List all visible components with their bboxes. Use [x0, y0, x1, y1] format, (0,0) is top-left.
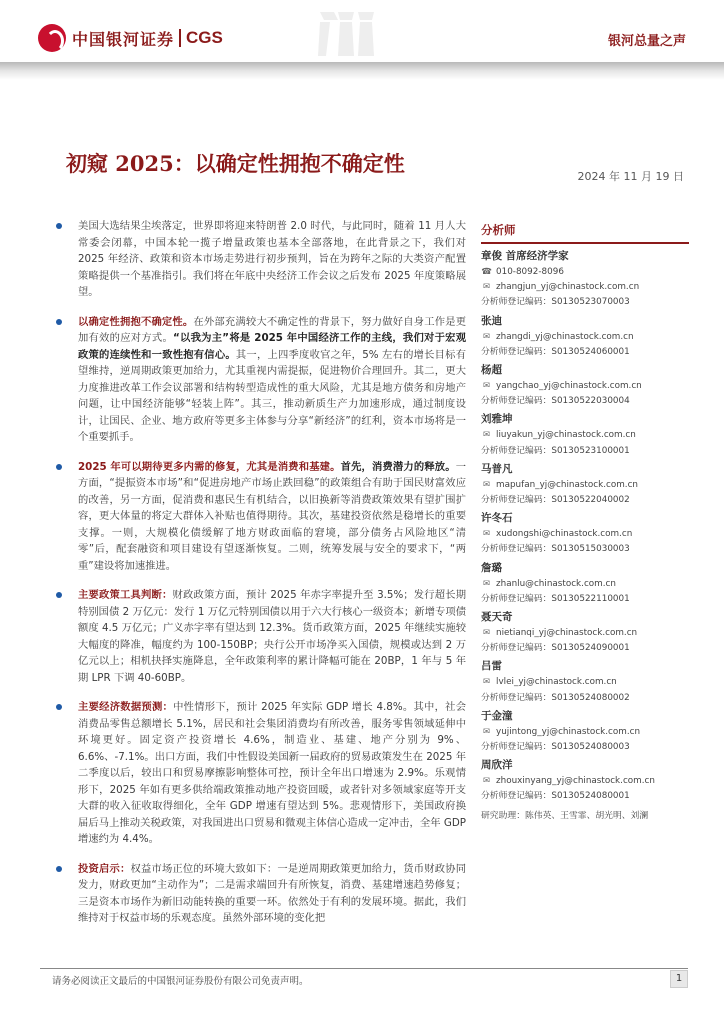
page-header — [0, 0, 724, 80]
logo-chinese-text: 中国银河证券 — [72, 29, 175, 49]
paragraph-text: 财政政策方面，预计 2025 年赤字率提升至 3.5%；发行超长期特别国债 2 万亿元：发行 1 万亿元特别国债以用于六大行核心一级资本；新增专项债额度 4.5 万亿元；广义赤字率有望达到 12.3%。货币政策方面，2025 年继续实施较大幅度的降准，幅度约为 100-150BP；央行公开市场净买入国债，规模或达到 2 万亿元以上；相机抉择实施降息，全年政策利率的累计降幅可能在 20BP，1 年与 5 年期 LPR 下调 40-60BP。 — [78, 589, 467, 684]
analyst-cert: 分析师登记编码：S0130522030004 — [481, 396, 630, 407]
analyst-card — [481, 708, 689, 755]
paragraph-policy-tools — [54, 587, 466, 686]
mail-icon: ✉ — [482, 282, 491, 293]
analyst-name: 张迪 — [481, 314, 502, 327]
footer-disclaimer: 请务必阅读正文最后的中国银河证券股份有限公司免责声明。 — [52, 976, 309, 987]
analyst-email[interactable]: ✉ yujintong_yj@chinastock.com.cn — [481, 725, 689, 740]
analyst-name: 聂天奇 — [481, 611, 513, 624]
analyst-cert: 分析师登记编码：S0130523070003 — [481, 297, 630, 308]
bullet-icon — [56, 866, 62, 872]
report-date: 2024 年 11 月 19 日 — [577, 170, 684, 183]
analyst-card — [481, 609, 689, 656]
paragraph-certainty — [54, 314, 466, 446]
analyst-name: 吕雷 — [481, 660, 502, 673]
analyst-card — [481, 658, 689, 705]
analyst-cert: 分析师登记编码：S0130524080002 — [481, 692, 630, 703]
paragraph-forecast — [54, 699, 466, 848]
logo-english-text: CGS — [186, 28, 223, 47]
brand-logo — [38, 24, 223, 52]
analyst-name: 刘雅坤 — [481, 413, 513, 426]
mail-icon: ✉ — [482, 726, 491, 737]
bullet-icon — [56, 704, 62, 710]
bullet-icon — [56, 464, 62, 470]
galaxy-logo-icon — [38, 24, 66, 52]
report-series-label: 银河总量之声 — [607, 34, 686, 49]
analyst-cert: 分析师登记编码：S0130524080003 — [481, 742, 630, 753]
analyst-name: 马普凡 — [481, 462, 513, 475]
paragraph-lead: 投资启示： — [78, 862, 131, 875]
paragraph-lead: 2025 年可以期待更多内需的修复，尤其是消费和基建。 — [78, 460, 341, 473]
cgs-watermark-icon — [316, 8, 376, 60]
mail-icon: ✉ — [482, 479, 491, 490]
analyst-cert: 分析师登记编码：S0130515030003 — [481, 544, 630, 555]
analyst-card — [481, 560, 689, 607]
mail-icon: ✉ — [482, 430, 491, 441]
analyst-cert: 分析师登记编码：S0130523100001 — [481, 445, 630, 456]
analyst-email[interactable]: ✉ zhanlu@chinastock.com.cn — [481, 577, 689, 592]
paragraph-strong: “以我为主”将是 2025 年中国经济工作的主线，我们对于宏观政策的连续性和一致性抱有信心。 — [78, 332, 466, 361]
mail-icon: ✉ — [482, 331, 491, 342]
mail-icon: ✉ — [482, 677, 491, 688]
paragraph-lead: 主要政策工具判断： — [78, 589, 173, 601]
analyst-name: 詹璐 — [481, 561, 502, 574]
analyst-name: 周欣洋 — [481, 759, 513, 772]
analyst-email[interactable]: ✉ zhangjun_yj@chinastock.com.cn — [481, 280, 689, 295]
analyst-email[interactable]: ✉ yangchao_yj@chinastock.com.cn — [481, 379, 689, 394]
analyst-card — [481, 313, 689, 360]
paragraph-lead: 主要经济数据预测： — [78, 701, 174, 713]
analyst-name: 于金潼 — [481, 709, 513, 722]
phone-icon: ☎ — [481, 267, 492, 277]
paragraph-domestic-demand — [54, 459, 466, 575]
bullet-icon — [56, 592, 62, 598]
analyst-cert: 分析师登记编码：S0130524080001 — [481, 791, 630, 802]
analyst-email[interactable]: ✉ zhouxinyang_yj@chinastock.com.cn — [481, 774, 689, 789]
paragraph-text: 美国大选结果尘埃落定，世界即将迎来特朗普 2.0 时代，与此同时，随着 11 月人大常委会闭幕，中国本轮一揽子增量政策也基本全部落地，在此背景之下，我们对 2025 年经济、政策和资本市场走势进行初步预判，旨在为跨年之际的大类资产配置策略提供一个基准指引。我们将在年底中央经济工作会议之后发布 2025 年度策略展望。 — [78, 220, 466, 298]
paragraph-text: 在外部充满较大不确定性的背景下，努力做好自身工作是更加有效的应对方式。 — [78, 315, 467, 344]
analyst-card — [481, 411, 689, 458]
analyst-name: 许冬石 — [481, 512, 513, 525]
analyst-card — [481, 757, 689, 804]
logo-divider — [179, 29, 181, 47]
mail-icon: ✉ — [482, 578, 491, 589]
analyst-email[interactable]: ✉ zhangdi_yj@chinastock.com.cn — [481, 330, 689, 345]
analyst-cert: 分析师登记编码：S0130524090001 — [481, 643, 630, 654]
paragraph-intro — [54, 218, 466, 301]
analyst-card — [481, 248, 689, 311]
analyst-heading: 分析师 — [481, 222, 689, 244]
mail-icon: ✉ — [482, 776, 491, 787]
analyst-cert: 分析师登记编码：S0130522040002 — [481, 495, 630, 506]
bullet-icon — [56, 319, 62, 325]
report-body — [54, 218, 466, 940]
analyst-card — [481, 510, 689, 557]
bullet-icon — [56, 223, 62, 229]
mail-icon: ✉ — [482, 529, 491, 540]
mail-icon: ✉ — [482, 628, 491, 639]
header-divider — [0, 62, 724, 80]
analyst-card — [481, 461, 689, 508]
research-assistants: 研究助理：陈伟英、王雪霏、胡光明、刘澜 — [481, 810, 649, 821]
report-title: 初窥 2025：以确定性拥抱不确定性 — [66, 151, 405, 176]
paragraph-investment — [54, 861, 466, 927]
page-number: 1 — [670, 970, 688, 988]
analyst-cert: 分析师登记编码：S0130522110001 — [481, 593, 630, 604]
analyst-email[interactable]: ✉ lvlei_yj@chinastock.com.cn — [481, 675, 689, 690]
paragraph-text: 一方面，“提振资本市场”和“促进房地产市场止跌回稳”的政策组合有助于国民财富效应的改善，另一方面，促消费和惠民生有机结合，以旧换新等消费政策效果有望扩围扩容，更大体量的将定大群体入补贴也值得期待。其次，基建投资依然是稳增长的重要支撑。一则，大规模化债缓解了地方财政面临的窘境，部分债务占风险地区“清零”后，配套融资和项目建设有望逐渐恢复。二则，统筹发展与安全的要求下，“两重”建设将加速推进。 — [78, 460, 467, 572]
paragraph-strong: 首先，消费潜力的释放。 — [340, 460, 456, 473]
analyst-cert: 分析师登记编码：S0130524060001 — [481, 346, 630, 357]
analyst-name: 章俊 首席经济学家 — [481, 250, 569, 262]
analyst-phone: ☎ 010-8092-8096 — [481, 265, 689, 280]
analyst-email[interactable]: ✉ xudongshi@chinastock.com.cn — [481, 527, 689, 542]
paragraph-text: 中性情形下，预计 2025 年实际 GDP 增长 4.8%。其中，社会消费品零售总额增长 5.1%，居民和社会集团消费均有所改善，服务零售领域延伸中环境更好。固定资产投资增长 4.6%，制造业、基建、地产分别为 9%、6.6%、-7.1%。出口方面，我们中性假设美国新一届政府的贸易政策发生在 2025 年二季度以后，较出口和贸易摩擦影响整体可控，预计全年出口增速为 2.9%。乐观情形下，2025 年如有更多供给端政策推动地产投资回暖，或者针对多领域家庭等开支大群的收入征收取得细化，全年 GDP 增速有望达到 5%。悲观情形下，美国政府换届后马上推动关税政策，对我国进出口贸易和微观主体信心造成一定冲击，全年 GDP 增速约为 4.4%。 — [78, 701, 467, 845]
analyst-email[interactable]: ✉ liuyakun_yj@chinastock.com.cn — [481, 428, 689, 443]
paragraph-text: 权益市场正位的环境大致如下：一是逆周期政策更加给力，货币财政协同发力，财政更加“主动作为”；二是需求端回升有所恢复，消费、基建增速趋势修复；三是资本市场作为新旧动能转换的重要一环。依然处于有利的发展环境。据此，我们维持对于权益市场的乐观态度。虽然外部环境的变化把 — [78, 862, 467, 924]
analyst-name: 杨超 — [481, 364, 502, 377]
mail-icon: ✉ — [482, 381, 491, 392]
analyst-email[interactable]: ✉ nietianqi_yj@chinastock.com.cn — [481, 626, 689, 641]
paragraph-lead: 以确定性拥抱不确定性。 — [78, 315, 194, 328]
analyst-sidebar — [481, 222, 689, 824]
paragraph-text: 其一，上四季度收官之年，5% 左右的增长目标有望维持，逆周期政策更加给力，尤其重视内需提振，促进物价合理回升。其二，更大力度推进改革工作会议部署和结构转型造成性的重大风险，尤其是地方债务和房地产问题，让中国经济能够“轻装上阵”。其三，推动新质生产力加速形成，通过制度设计，让国民、企业、地方政府等更多主体参与分享“新经济”的红利，资本市场将是一个重要抓手。 — [78, 348, 467, 443]
analyst-email[interactable]: ✉ mapufan_yj@chinastock.com.cn — [481, 478, 689, 493]
analyst-card — [481, 362, 689, 409]
footer-divider — [40, 968, 688, 969]
